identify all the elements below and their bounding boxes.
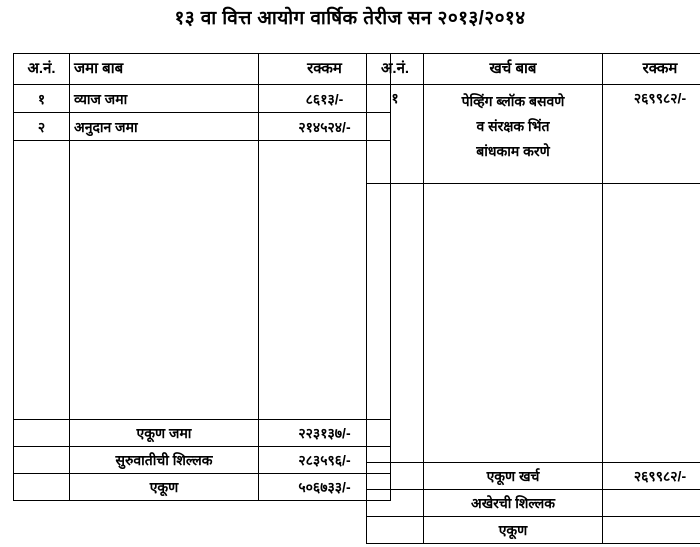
debit-total-2-sr	[367, 517, 424, 544]
debit-total-1-sr	[367, 490, 424, 517]
credit-table	[13, 53, 391, 501]
debit-total-0-label: एकूण खर्च	[424, 463, 603, 490]
credit-empty-sr	[14, 141, 70, 420]
debit-total-1-label: अखेरची शिल्लक	[424, 490, 603, 517]
debit-row-0-item-line1: पेव्हिंग ब्लॉक बसवणे	[461, 93, 565, 109]
table-row	[14, 113, 391, 141]
credit-total-row-0	[14, 420, 391, 447]
page-title: १३ वा वित्त आयोग वार्षिक तेरीज सन २०१३/२०१४	[174, 8, 526, 29]
credit-row-1-item: अनुदान जमा	[70, 113, 259, 141]
debit-empty-amount	[603, 184, 700, 463]
credit-header-item: जमा बाब	[70, 54, 259, 85]
debit-total-2-amount	[603, 517, 700, 544]
debit-total-row-0	[367, 463, 700, 490]
credit-header-sr: अ.नं.	[14, 54, 70, 85]
debit-total-0-sr	[367, 463, 424, 490]
debit-empty-row	[367, 184, 700, 463]
debit-table-header-row	[367, 54, 700, 85]
debit-header-item: खर्च बाब	[424, 54, 603, 85]
credit-row-0-amount: ८६१३/-	[259, 85, 391, 113]
credit-row-0-item: व्याज जमा	[70, 85, 259, 113]
debit-row-0-sr: १	[367, 85, 424, 184]
debit-empty-sr	[367, 184, 424, 463]
credit-table-header-row	[14, 54, 391, 85]
debit-row-0-item-line2: व संरक्षक भिंत	[476, 118, 550, 134]
credit-row-1-amount: २१४५२४/-	[259, 113, 391, 141]
table-row	[14, 85, 391, 113]
debit-total-2-label: एकूण	[424, 517, 603, 544]
credit-total-2-label: एकूण	[70, 474, 259, 501]
credit-total-1-amount: २८३५९६/-	[259, 447, 391, 474]
credit-total-2-amount: ५०६७३३/-	[259, 474, 391, 501]
table-row	[367, 85, 700, 184]
credit-total-row-1	[14, 447, 391, 474]
credit-total-0-label: एकूण जमा	[70, 420, 259, 447]
debit-total-row-1	[367, 490, 700, 517]
debit-total-1-amount	[603, 490, 700, 517]
credit-total-row-2	[14, 474, 391, 501]
debit-row-0-amount: २६९९८२/-	[603, 85, 700, 184]
credit-total-0-sr	[14, 420, 70, 447]
credit-empty-row	[14, 141, 391, 420]
debit-row-0-item	[424, 85, 603, 184]
debit-total-row-2	[367, 517, 700, 544]
debit-total-0-amount: २६९९८२/-	[603, 463, 700, 490]
debit-header-sr: अ.नं.	[367, 54, 424, 85]
credit-row-0-sr: १	[14, 85, 70, 113]
credit-empty-item	[70, 141, 259, 420]
debit-row-0-item-line3: बांधकाम करणे	[476, 143, 550, 159]
debit-header-amount: रक्कम	[603, 54, 700, 85]
credit-row-1-sr: २	[14, 113, 70, 141]
credit-total-2-sr	[14, 474, 70, 501]
credit-total-1-sr	[14, 447, 70, 474]
credit-header-amount: रक्कम	[259, 54, 391, 85]
debit-empty-item	[424, 184, 603, 463]
credit-total-1-label: सुरुवातीची शिल्लक	[70, 447, 259, 474]
debit-table	[366, 53, 700, 544]
credit-total-0-amount: २२३१३७/-	[259, 420, 391, 447]
